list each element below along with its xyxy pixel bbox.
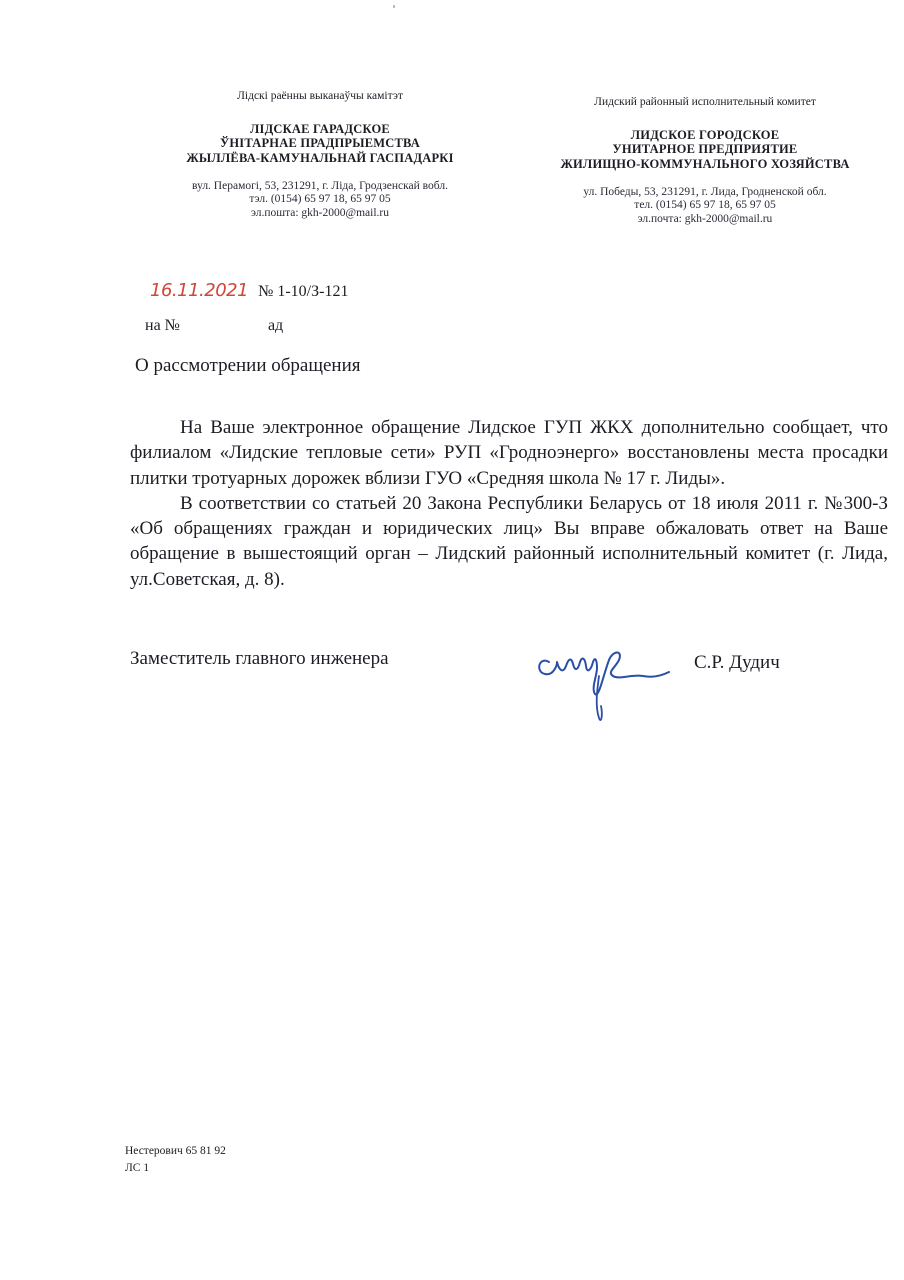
org-line: ЎНІТАРНАЕ ПРАДПРЫЕМСТВА [219,136,421,151]
handwritten-date: 16.11.2021 [150,280,249,301]
handwritten-signature [533,636,683,731]
body-paragraph: На Ваше электронное обращение Лидское ГУП ЖКХ дополнительно сообщает, что филиалом «Лидские тепловые сети» РУП «Гродноэнерго» восстановлены места просадки плитки тротуарных дорожек вблизи ГУО «Средняя школа № 17 г. Лиды». [130,417,888,489]
address-line: эл.почта: gkh-2000@mail.ru [637,212,773,225]
reference-ad: ад [267,317,284,334]
org-line: ЖЫЛЛЁВА-КАМУНАЛЬНАЙ ГАСПАДАРКІ [186,151,454,166]
document-code: ЛС 1 [125,1161,150,1174]
org-line: ЖИЛИЩНО-КОММУНАЛЬНОГО ХОЗЯЙСТВА [560,157,850,172]
org-name-by [130,122,510,166]
signatory-position: Заместитель главного инженера [130,648,389,669]
address-line: тел. (0154) 65 97 18, 65 97 05 [634,199,776,212]
body-paragraph: В соответствии со статьей 20 Закона Республики Беларусь от 18 июля 2011 г. №300-З «Об обращениях граждан и юридических лиц» Вы вправе обжаловать ответ на Ваше обращение в вышестоящий орган – Лидский районный исполнительный комитет (г. Лида, ул.Советская, д. 8). [130,492,888,590]
org-line: ЛІДСКАЕ ГАРАДСКОЕ [250,121,390,136]
org-name-ru [520,128,890,172]
committee-name-by: Лідскі раённы выканаўчы камітэт [237,90,403,102]
committee-name-ru: Лидский районный исполнительный комитет [594,96,816,108]
org-line: ЛИДСКОЕ ГОРОДСКОЕ [630,127,780,142]
address-line: эл.пошта: gkh-2000@mail.ru [250,206,389,219]
org-line: УНИТАРНОЕ ПРЕДПРИЯТИЕ [612,142,798,157]
registration-line [150,280,348,301]
registration-number: № 1-10/З-121 [258,283,349,300]
scan-speck [393,5,395,8]
reference-label: на № [145,317,180,334]
letter-body [130,415,888,592]
letterhead-right [520,96,890,227]
reference-line [145,317,283,335]
letterhead-left [130,90,510,221]
executor-footer [125,1143,226,1176]
address-line: тэл. (0154) 65 97 18, 65 97 05 [249,193,391,206]
letter-subject: О рассмотрении обращения [135,355,361,376]
address-by [130,180,510,221]
address-line: вул. Перамогі, 53, 231291, г. Ліда, Гродзенскай вобл. [192,179,448,192]
executor-name-phone: Нестерович 65 81 92 [125,1145,226,1157]
address-line: ул. Победы, 53, 231291, г. Лида, Гродненской обл. [583,185,827,198]
signatory-name: С.Р. Дудич [694,652,780,673]
address-ru [520,186,890,227]
